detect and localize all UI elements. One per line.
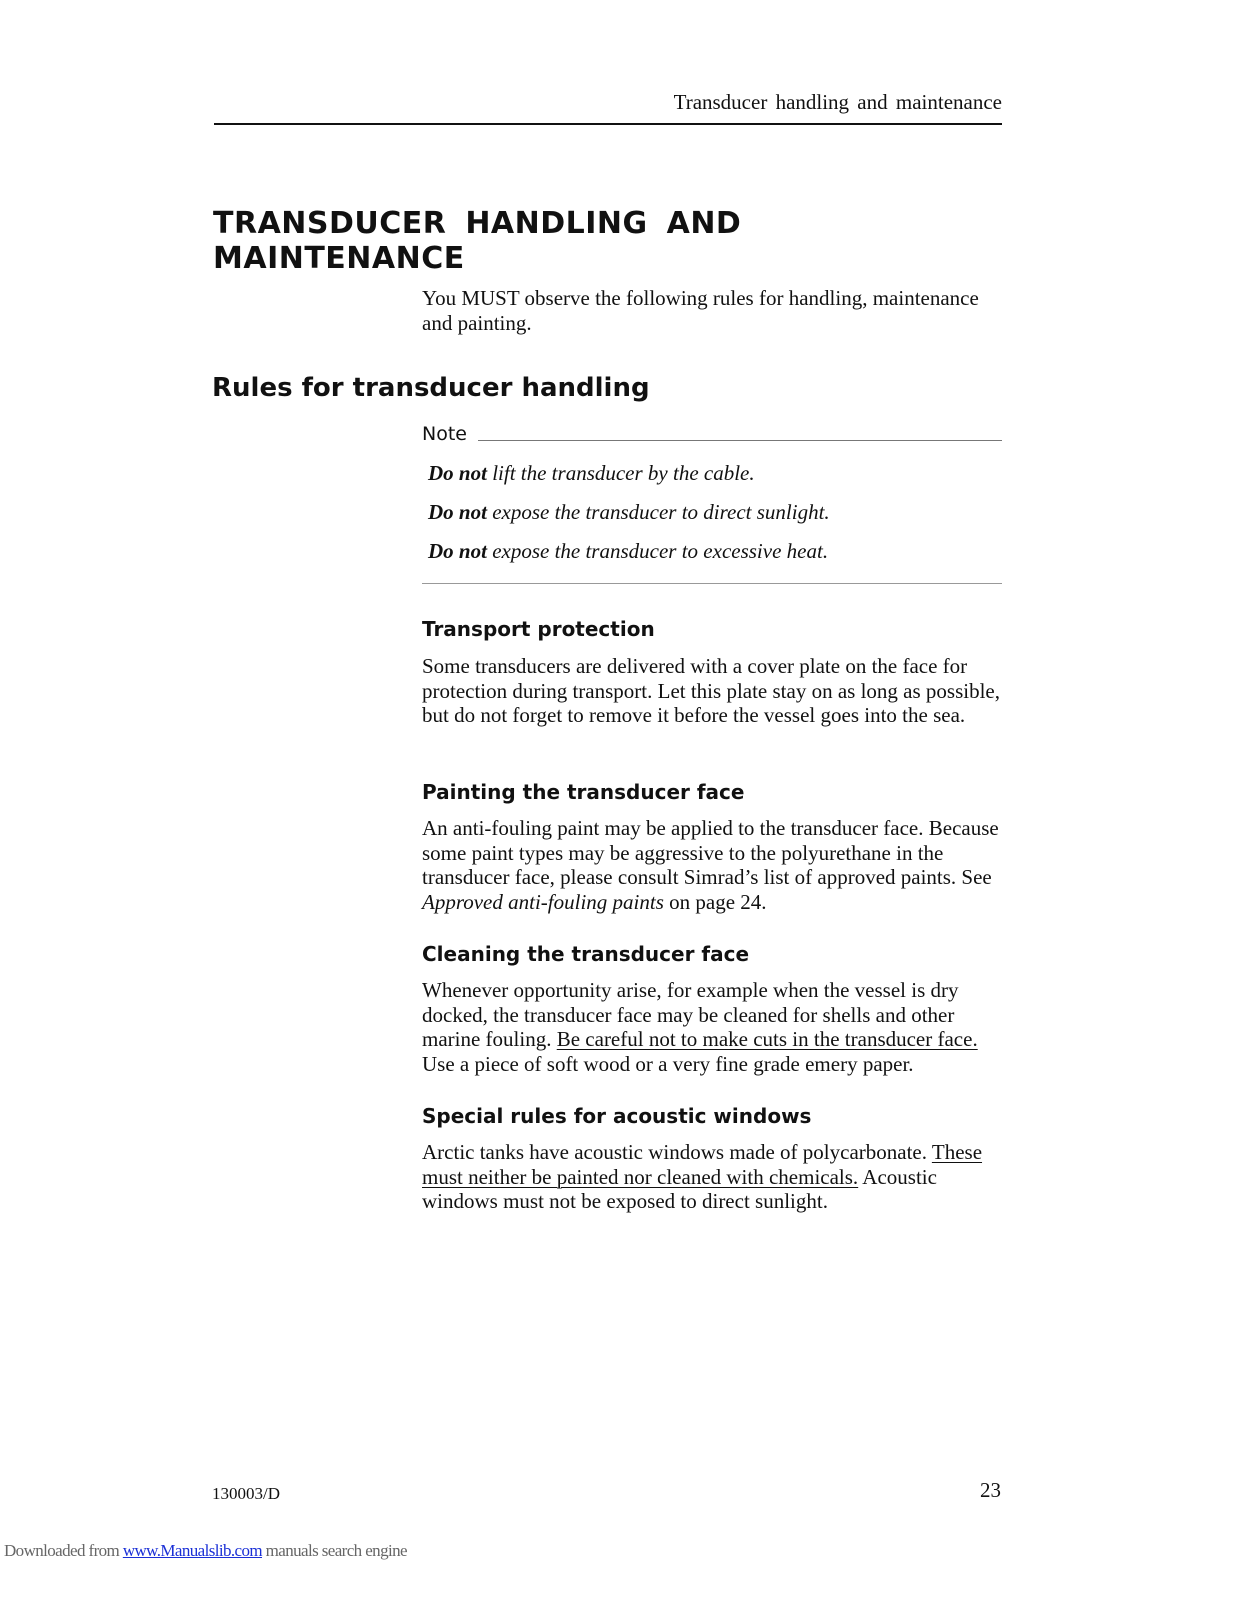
note-bottom-rule: [422, 583, 1002, 584]
note-item: [428, 461, 755, 486]
transport-paragraph: Some transducers are delivered with a cover plate on the face for protection during transport. Let this plate stay on as long as possible, but do not forget to remove it before the vessel goes into the sea.: [422, 654, 1000, 727]
manualslib-link[interactable]: www.Manualslib.com: [122, 1541, 263, 1560]
note-top-rule: [478, 440, 1002, 441]
cleaning-paragraph: Whenever opportunity arise, for example when the vessel is dry docked, the transducer face may be cleaned for shells and other marine fouling. Be careful not to make cuts in the transducer face. Use a piece of soft wood or a very fine grade emery paper.: [422, 978, 978, 1076]
note-item: [428, 539, 828, 564]
chapter-title: TRANSDUCER HANDLING AND MAINTENANCE: [213, 206, 742, 276]
painting-paragraph: An anti-fouling paint may be applied to the transducer face. Because some paint types may be aggressive to the polyurethane in the transducer face, please consult Simrad’s list of approved paints. See Approved anti-fouling paints on page 24.: [422, 816, 999, 914]
note-item-text: expose the transducer to direct sunlight.: [486, 500, 830, 524]
warning-underlined: Be careful not to make cuts in the transducer face.: [556, 1027, 978, 1051]
section-title: Rules for transducer handling: [212, 373, 650, 403]
cleaning-heading: Cleaning the transducer face: [422, 942, 750, 966]
download-footer: Downloaded from www.Manualslib.com manuals search engine: [4, 1541, 407, 1560]
note-item-text: expose the transducer to excessive heat.: [486, 539, 829, 563]
running-header: Transducer handling and maintenance: [673, 90, 1002, 114]
header-rule: [214, 123, 1002, 125]
transport-heading: Transport protection: [422, 617, 655, 641]
acoustic-paragraph: Arctic tanks have acoustic windows made of polycarbonate. These must neither be painted nor cleaned with chemicals. Acoustic windows must not be exposed to direct sunlight.: [422, 1140, 983, 1213]
document-number: 130003/D: [212, 1484, 280, 1503]
note-item-emphasis: Do not: [428, 500, 487, 524]
cross-reference: Approved anti-fouling paints: [422, 889, 664, 914]
acoustic-heading: Special rules for acoustic windows: [422, 1104, 812, 1128]
page-number: 23: [980, 1478, 1001, 1502]
warning-underlined: These must neither be painted nor cleaned with chemicals.: [422, 1140, 983, 1189]
note-item-emphasis: Do not: [428, 461, 487, 485]
intro-paragraph: You MUST observe the following rules for handling, maintenance and painting.: [422, 286, 979, 335]
note-label: Note: [422, 423, 467, 445]
note-item-emphasis: Do not: [428, 539, 487, 563]
note-item-text: lift the transducer by the cable.: [486, 461, 755, 485]
note-item: [428, 500, 830, 525]
painting-heading: Painting the transducer face: [422, 780, 745, 804]
